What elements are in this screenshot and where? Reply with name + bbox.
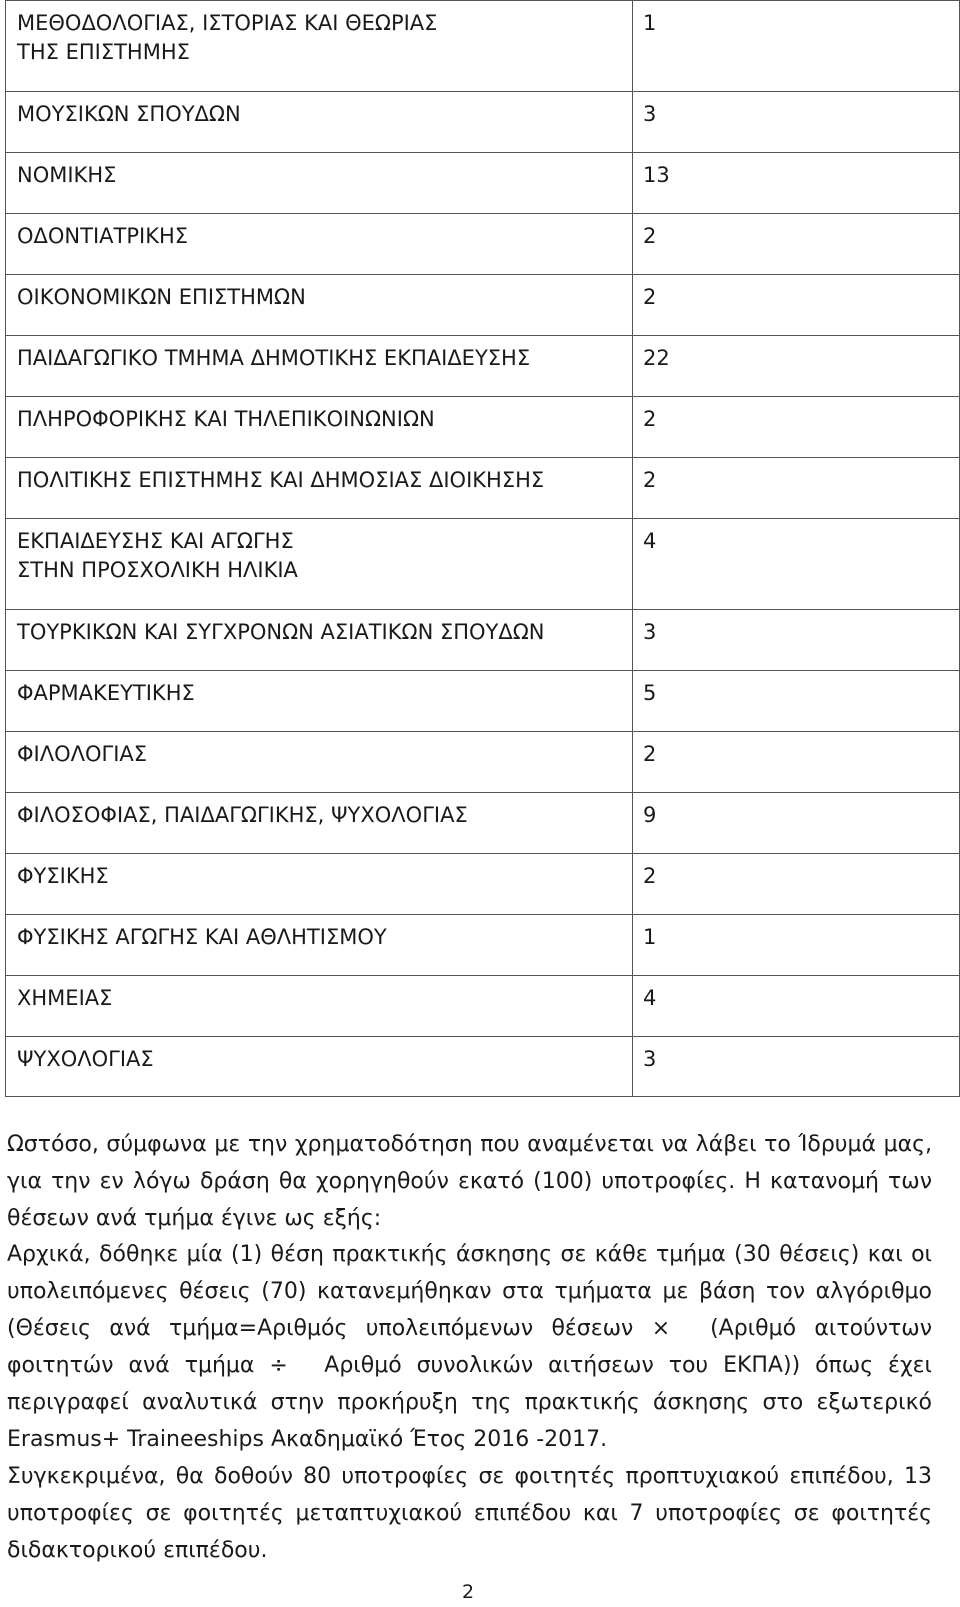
- table-row: [6, 153, 960, 214]
- table-row: [6, 793, 960, 854]
- department-count: 2: [633, 458, 960, 519]
- method-text-part1: Αρχικά, δόθηκε μία (1) θέση πρακτικής άσκησης σε κάθε τμήμα (30 θέσεις) και οι υπολειπόμενες θέσεις (70) κατανεμήθηκαν στα τμήματα με βάση τον αλγόριθμο (Θέσεις ανά τμήμα=Αριθμός υπολειπόμενων θέσεων: [7, 1242, 932, 1341]
- scholarship-breakdown-paragraph: Συγκεκριμένα, θα δοθούν 80 υποτροφίες σε φοιτητές προπτυχιακού επιπέδου, 13 υποτροφίες σε φοιτητές μεταπτυχιακού επιπέδου και 7 υποτροφίες σε φοιτητές διδακτορικού επιπέδου.: [7, 1464, 932, 1563]
- department-name: ΦΙΛΟΛΟΓΙΑΣ: [6, 732, 633, 793]
- department-count: 4: [633, 519, 960, 610]
- department-name: ΨΥΧΟΛΟΓΙΑΣ: [6, 1037, 633, 1097]
- department-name: ΠΛΗΡΟΦΟΡΙΚΗΣ ΚΑΙ ΤΗΛΕΠΙΚΟΙΝΩΝΙΩΝ: [6, 397, 633, 458]
- table-row: [6, 458, 960, 519]
- department-name: ΦΑΡΜΑΚΕΥΤΙΚΗΣ: [6, 671, 633, 732]
- department-name: ΜΟΥΣΙΚΩΝ ΣΠΟΥΔΩΝ: [6, 92, 633, 153]
- department-name: ΠΟΛΙΤΙΚΗΣ ΕΠΙΣΤΗΜΗΣ ΚΑΙ ΔΗΜΟΣΙΑΣ ΔΙΟΙΚΗΣΗΣ: [6, 458, 633, 519]
- method-text-part2: (Αριθμό αιτούντων φοιτητών ανά τμήμα: [7, 1316, 933, 1378]
- department-count: 9: [633, 793, 960, 854]
- department-count: 13: [633, 153, 960, 214]
- department-count: 22: [633, 336, 960, 397]
- department-name: ΜΕΘΟΔΟΛΟΓΙΑΣ, ΙΣΤΟΡΙΑΣ ΚΑΙ ΘΕΩΡΙΑΣ ΤΗΣ ΕΠΙΣΤΗΜΗΣ: [6, 1, 633, 92]
- department-count: 2: [633, 214, 960, 275]
- department-name: ΟΔΟΝΤΙΑΤΡΙΚΗΣ: [6, 214, 633, 275]
- table-row: [6, 976, 960, 1037]
- table-row: [6, 610, 960, 671]
- department-name: ΤΟΥΡΚΙΚΩΝ ΚΑΙ ΣΥΓΧΡΟΝΩΝ ΑΣΙΑΤΙΚΩΝ ΣΠΟΥΔΩΝ: [6, 610, 633, 671]
- table-row: [6, 1, 960, 92]
- department-count: 2: [633, 397, 960, 458]
- table-row: [6, 1037, 960, 1097]
- department-name: ΠΑΙΔΑΓΩΓΙΚΟ ΤΜΗΜΑ ΔΗΜΟΤΙΚΗΣ ΕΚΠΑΙΔΕΥΣΗΣ: [6, 336, 633, 397]
- allocation-method-paragraph: [7, 1236, 932, 1458]
- department-name: ΝΟΜΙΚΗΣ: [6, 153, 633, 214]
- departments-table: [5, 0, 960, 1097]
- department-count: 2: [633, 854, 960, 915]
- department-count: 3: [633, 1037, 960, 1097]
- department-name: ΕΚΠΑΙΔΕΥΣΗΣ ΚΑΙ ΑΓΩΓΗΣ ΣΤΗΝ ΠΡΟΣΧΟΛΙΚΗ ΗΛΙΚΙΑ: [6, 519, 633, 610]
- allocation-intro-paragraph: Ωστόσο, σύμφωνα με την χρηματοδότηση που αναμένεται να λάβει το Ίδρυμά μας, για την εν λόγω δράση θα χορηγηθούν εκατό (100) υποτροφίες. Η κατανομή των θέσεων ανά τμήμα έγινε ως εξής:: [7, 1132, 932, 1231]
- department-count: 2: [633, 732, 960, 793]
- department-count: 1: [633, 1, 960, 92]
- table-row: [6, 671, 960, 732]
- department-count: 4: [633, 976, 960, 1037]
- table-row: [6, 854, 960, 915]
- department-count: 3: [633, 610, 960, 671]
- table-row: [6, 915, 960, 976]
- department-count: 2: [633, 275, 960, 336]
- table-row: [6, 92, 960, 153]
- department-name: ΧΗΜΕΙΑΣ: [6, 976, 633, 1037]
- table-row: [6, 275, 960, 336]
- department-count: 1: [633, 915, 960, 976]
- method-text-part3: Αριθμό συνολικών αιτήσεων του ΕΚΠΑ)) όπως έχει περιγραφεί αναλυτικά στην προκήρυξη της πρακτικής άσκησης στο εξωτερικό Erasmus+ Traineeships Ακαδημαϊκό Έτος 2016 -2017.: [7, 1353, 932, 1452]
- page-number: 2: [461, 1581, 475, 1603]
- department-name: ΦΙΛΟΣΟΦΙΑΣ, ΠΑΙΔΑΓΩΓΙΚΗΣ, ΨΥΧΟΛΟΓΙΑΣ: [6, 793, 633, 854]
- department-name: ΦΥΣΙΚΗΣ ΑΓΩΓΗΣ ΚΑΙ ΑΘΛΗΤΙΣΜΟΥ: [6, 915, 633, 976]
- table-row: [6, 336, 960, 397]
- table-row: [6, 214, 960, 275]
- department-name: ΟΙΚΟΝΟΜΙΚΩΝ ΕΠΙΣΤΗΜΩΝ: [6, 275, 633, 336]
- table-row: [6, 519, 960, 610]
- divide-symbol: ÷: [269, 1353, 288, 1378]
- table-row: [6, 732, 960, 793]
- department-name: ΦΥΣΙΚΗΣ: [6, 854, 633, 915]
- department-count: 3: [633, 92, 960, 153]
- department-count: 5: [633, 671, 960, 732]
- table-row: [6, 397, 960, 458]
- multiply-symbol: ×: [651, 1316, 671, 1341]
